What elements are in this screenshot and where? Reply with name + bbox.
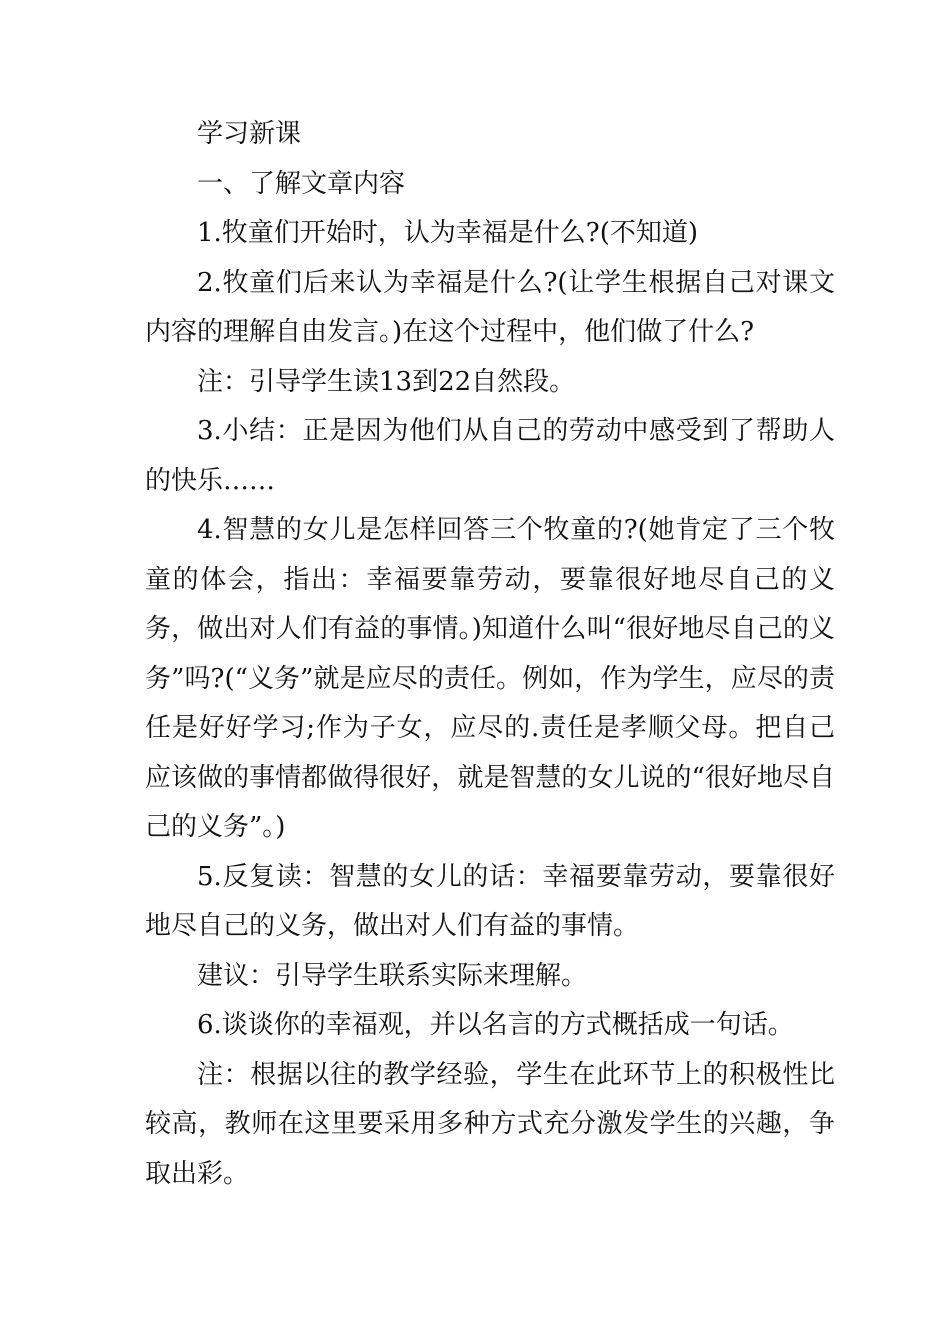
paragraph-note-1: 注：引导学生读13到22自然段。 [197, 366, 576, 397]
paragraph-item-6: 6.谈谈你的幸福观，并以名言的方式概括成一句话。 [197, 1010, 794, 1040]
paragraph-item-4: 4.智慧的女儿是怎样回答三个牧童的?(她肯定了三个牧童的体会，指出：幸福要靠劳动，要靠很好地尽自己的义务，做出对人们有益的事情。)知道什么叫“很好地尽自己的义务”吗?(“义务”就是应尽的责任。例如，作为学生，应尽的责任是好好学习;作为子女，应尽的.责任是孝顺父母。把自己应该做的事情都做得很好，就是智慧的女儿说的“很好地尽自己的义务”。) [145, 515, 835, 842]
paragraph-item-5: 5.反复读：智慧的女儿的话：幸福要靠劳动，要靠很好地尽自己的义务，做出对人们有益的事情。 [145, 861, 835, 941]
paragraph-note-2: 注：根据以往的教学经验，学生在此环节上的积极性比较高，教师在这里要采用多种方式充分激发学生的兴趣，争取出彩。 [145, 1059, 835, 1189]
section-heading-new-lesson: 学习新课 [197, 119, 302, 149]
section-heading-understand-content: 一、了解文章内容 [197, 168, 406, 199]
paragraph-suggestion: 建议：引导学生联系实际来理解。 [197, 960, 588, 991]
paragraph-item-2: 2.牧童们后来认为幸福是什么?(让学生根据自己对课文内容的理解自由发言。)在这个过程中，他们做了什么? [145, 267, 835, 347]
document-body [145, 110, 835, 1199]
paragraph-item-1: 1.牧童们开始时，认为幸福是什么?(不知道) [197, 218, 699, 248]
paragraph-item-3: 3.小结：正是因为他们从自己的劳动中感受到了帮助人的快乐…… [145, 416, 835, 496]
